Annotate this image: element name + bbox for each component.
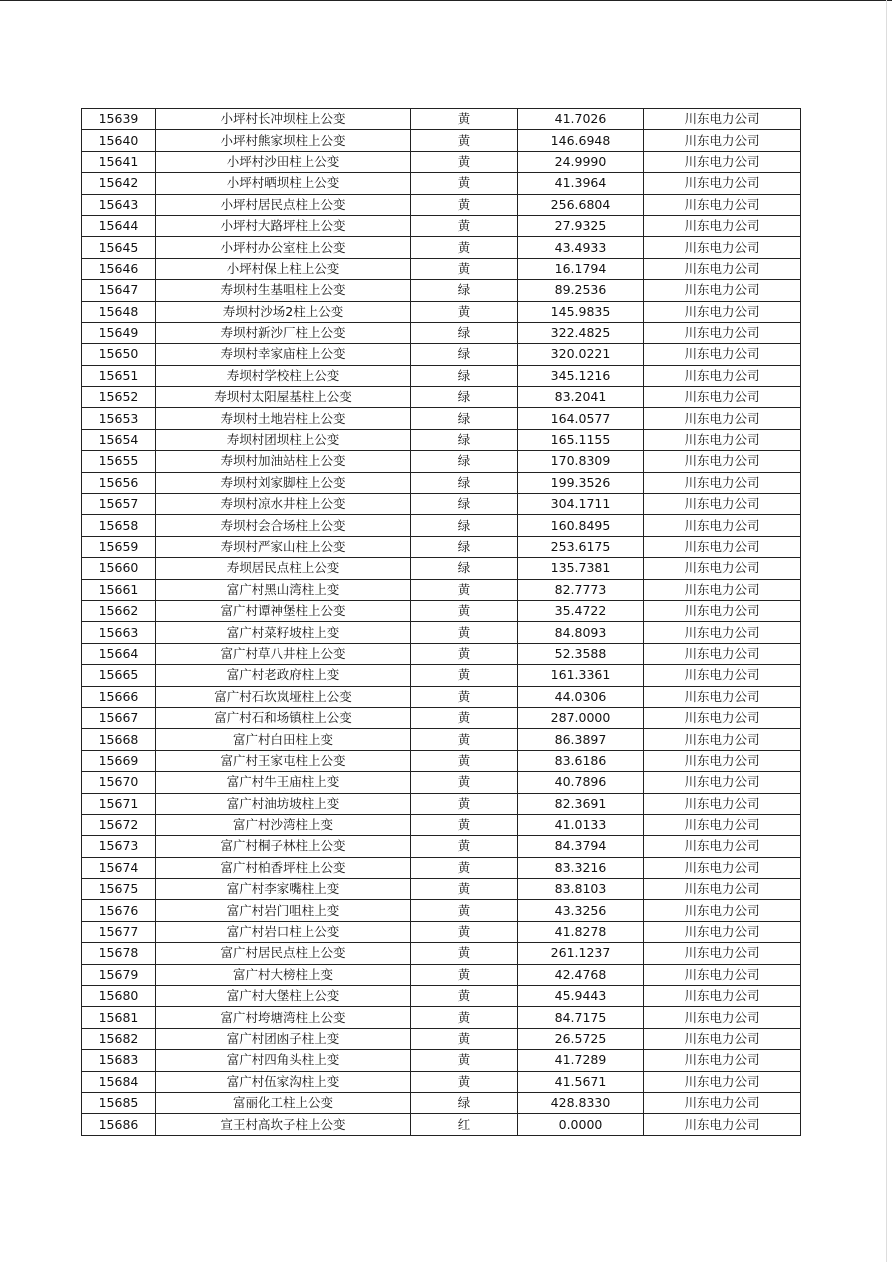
table-row [82,857,801,878]
status-color-cell: 绿 [411,387,518,408]
company-cell: 川东电力公司 [644,643,801,664]
table-row [82,643,801,664]
row-id-cell: 15668 [82,729,156,750]
status-color-cell: 黄 [411,943,518,964]
transformer-name-cell: 寿坝村生基咀柱上公变 [156,280,411,301]
capacity-value-cell: 41.3964 [518,173,644,194]
transformer-name-cell: 寿坝村学校柱上公变 [156,365,411,386]
status-color-cell: 绿 [411,408,518,429]
transformer-name-cell: 小坪村大路坪柱上公变 [156,215,411,236]
capacity-value-cell: 41.8278 [518,921,644,942]
row-id-cell: 15645 [82,237,156,258]
table-row [82,707,801,728]
row-id-cell: 15646 [82,258,156,279]
capacity-value-cell: 428.8330 [518,1092,644,1113]
table-row [82,900,801,921]
company-cell: 川东电力公司 [644,600,801,621]
table-row [82,964,801,985]
table-row [82,237,801,258]
table-row [82,579,801,600]
table-row [82,151,801,172]
company-cell: 川东电力公司 [644,408,801,429]
row-id-cell: 15658 [82,515,156,536]
status-color-cell: 黄 [411,1071,518,1092]
table-row [82,750,801,771]
capacity-value-cell: 43.4933 [518,237,644,258]
table-row [82,921,801,942]
status-color-cell: 黄 [411,109,518,130]
transformer-name-cell: 富广村黑山湾柱上变 [156,579,411,600]
company-cell: 川东电力公司 [644,109,801,130]
row-id-cell: 15674 [82,857,156,878]
status-color-cell: 黄 [411,1050,518,1071]
transformer-name-cell: 富丽化工柱上公变 [156,1092,411,1113]
transformer-name-cell: 寿坝村团坝柱上公变 [156,429,411,450]
capacity-value-cell: 256.6804 [518,194,644,215]
row-id-cell: 15677 [82,921,156,942]
table-row [82,600,801,621]
transformer-name-cell: 富广村谭神堡柱上公变 [156,600,411,621]
transformer-name-cell: 小坪村沙田柱上公变 [156,151,411,172]
status-color-cell: 绿 [411,451,518,472]
company-cell: 川东电力公司 [644,387,801,408]
company-cell: 川东电力公司 [644,814,801,835]
row-id-cell: 15651 [82,365,156,386]
status-color-cell: 绿 [411,1092,518,1113]
transformer-name-cell: 寿坝村刘家脚柱上公变 [156,472,411,493]
table-row [82,322,801,343]
transformer-name-cell: 寿坝村幸家庙柱上公变 [156,344,411,365]
company-cell: 川东电力公司 [644,1050,801,1071]
row-id-cell: 15679 [82,964,156,985]
row-id-cell: 15667 [82,707,156,728]
transformer-name-cell: 富广村老政府柱上变 [156,665,411,686]
status-color-cell: 绿 [411,515,518,536]
row-id-cell: 15682 [82,1028,156,1049]
row-id-cell: 15643 [82,194,156,215]
transformer-name-cell: 富广村垮塘湾柱上公变 [156,1007,411,1028]
row-id-cell: 15657 [82,494,156,515]
transformer-name-cell: 富广村岩门咀柱上变 [156,900,411,921]
table-row [82,301,801,322]
company-cell: 川东电力公司 [644,173,801,194]
company-cell: 川东电力公司 [644,1092,801,1113]
transformer-name-cell: 寿坝村会合场柱上公变 [156,515,411,536]
status-color-cell: 黄 [411,301,518,322]
company-cell: 川东电力公司 [644,494,801,515]
company-cell: 川东电力公司 [644,772,801,793]
row-id-cell: 15663 [82,622,156,643]
capacity-value-cell: 165.1155 [518,429,644,450]
capacity-value-cell: 42.4768 [518,964,644,985]
status-color-cell: 绿 [411,280,518,301]
row-id-cell: 15665 [82,665,156,686]
row-id-cell: 15685 [82,1092,156,1113]
capacity-value-cell: 199.3526 [518,472,644,493]
transformer-name-cell: 小坪村办公室柱上公变 [156,237,411,258]
transformer-table [81,108,801,1136]
capacity-value-cell: 170.8309 [518,451,644,472]
row-id-cell: 15654 [82,429,156,450]
table-row [82,729,801,750]
table-row [82,515,801,536]
company-cell: 川东电力公司 [644,301,801,322]
company-cell: 川东电力公司 [644,943,801,964]
capacity-value-cell: 253.6175 [518,536,644,557]
transformer-name-cell: 小坪村熊家坝柱上公变 [156,130,411,151]
row-id-cell: 15656 [82,472,156,493]
capacity-value-cell: 44.0306 [518,686,644,707]
row-id-cell: 15642 [82,173,156,194]
transformer-name-cell: 寿坝村严家山柱上公变 [156,536,411,557]
table-row [82,1028,801,1049]
table-row [82,130,801,151]
transformer-name-cell: 寿坝村土地岩柱上公变 [156,408,411,429]
transformer-name-cell: 富广村桐子林柱上公变 [156,836,411,857]
company-cell: 川东电力公司 [644,793,801,814]
transformer-name-cell: 富广村岩口柱上公变 [156,921,411,942]
company-cell: 川东电力公司 [644,322,801,343]
status-color-cell: 黄 [411,1028,518,1049]
company-cell: 川东电力公司 [644,429,801,450]
capacity-value-cell: 82.3691 [518,793,644,814]
company-cell: 川东电力公司 [644,280,801,301]
capacity-value-cell: 345.1216 [518,365,644,386]
table-row [82,622,801,643]
table-row [82,429,801,450]
table-row [82,772,801,793]
table-row [82,814,801,835]
company-cell: 川东电力公司 [644,707,801,728]
transformer-name-cell: 寿坝村凉水井柱上公变 [156,494,411,515]
table-row [82,1071,801,1092]
transformer-name-cell: 富广村石和场镇柱上公变 [156,707,411,728]
capacity-value-cell: 287.0000 [518,707,644,728]
transformer-name-cell: 富广村伍家沟柱上变 [156,1071,411,1092]
status-color-cell: 黄 [411,130,518,151]
page-top-border [0,0,892,1]
table-row [82,536,801,557]
table-row [82,173,801,194]
status-color-cell: 绿 [411,344,518,365]
status-color-cell: 黄 [411,1007,518,1028]
capacity-value-cell: 320.0221 [518,344,644,365]
transformer-name-cell: 寿坝村沙场2柱上公变 [156,301,411,322]
row-id-cell: 15639 [82,109,156,130]
company-cell: 川东电力公司 [644,921,801,942]
transformer-name-cell: 寿坝村新沙厂柱上公变 [156,322,411,343]
company-cell: 川东电力公司 [644,365,801,386]
table-body [82,109,801,1136]
row-id-cell: 15649 [82,322,156,343]
capacity-value-cell: 83.6186 [518,750,644,771]
status-color-cell: 绿 [411,429,518,450]
capacity-value-cell: 83.8103 [518,879,644,900]
transformer-name-cell: 富广村居民点柱上公变 [156,943,411,964]
table-row [82,686,801,707]
row-id-cell: 15686 [82,1114,156,1135]
capacity-value-cell: 52.3588 [518,643,644,664]
capacity-value-cell: 84.3794 [518,836,644,857]
company-cell: 川东电力公司 [644,151,801,172]
row-id-cell: 15640 [82,130,156,151]
row-id-cell: 15675 [82,879,156,900]
transformer-name-cell: 寿坝村加油站柱上公变 [156,451,411,472]
transformer-name-cell: 寿坝居民点柱上公变 [156,558,411,579]
transformer-name-cell: 富广村石坎岚垭柱上公变 [156,686,411,707]
company-cell: 川东电力公司 [644,215,801,236]
capacity-value-cell: 84.7175 [518,1007,644,1028]
row-id-cell: 15647 [82,280,156,301]
table-row [82,194,801,215]
company-cell: 川东电力公司 [644,750,801,771]
table-row [82,665,801,686]
status-color-cell: 黄 [411,215,518,236]
status-color-cell: 黄 [411,729,518,750]
status-color-cell: 黄 [411,686,518,707]
capacity-value-cell: 16.1794 [518,258,644,279]
status-color-cell: 黄 [411,258,518,279]
capacity-value-cell: 86.3897 [518,729,644,750]
row-id-cell: 15680 [82,986,156,1007]
table-row [82,109,801,130]
table-row [82,558,801,579]
row-id-cell: 15652 [82,387,156,408]
company-cell: 川东电力公司 [644,686,801,707]
table-row [82,986,801,1007]
capacity-value-cell: 304.1711 [518,494,644,515]
table-row [82,280,801,301]
capacity-value-cell: 161.3361 [518,665,644,686]
status-color-cell: 黄 [411,665,518,686]
status-color-cell: 黄 [411,814,518,835]
company-cell: 川东电力公司 [644,836,801,857]
status-color-cell: 黄 [411,921,518,942]
company-cell: 川东电力公司 [644,558,801,579]
table-row [82,215,801,236]
transformer-name-cell: 小坪村保上柱上公变 [156,258,411,279]
row-id-cell: 15659 [82,536,156,557]
status-color-cell: 绿 [411,494,518,515]
table-row [82,344,801,365]
transformer-name-cell: 寿坝村太阳屋基柱上公变 [156,387,411,408]
row-id-cell: 15671 [82,793,156,814]
row-id-cell: 15678 [82,943,156,964]
capacity-value-cell: 261.1237 [518,943,644,964]
status-color-cell: 黄 [411,964,518,985]
company-cell: 川东电力公司 [644,130,801,151]
capacity-value-cell: 164.0577 [518,408,644,429]
table-row [82,451,801,472]
table-row [82,387,801,408]
status-color-cell: 绿 [411,558,518,579]
transformer-name-cell: 小坪村居民点柱上公变 [156,194,411,215]
company-cell: 川东电力公司 [644,857,801,878]
status-color-cell: 黄 [411,151,518,172]
company-cell: 川东电力公司 [644,665,801,686]
status-color-cell: 黄 [411,857,518,878]
transformer-name-cell: 富广村白田柱上变 [156,729,411,750]
page-right-edge [886,0,887,1262]
row-id-cell: 15644 [82,215,156,236]
capacity-value-cell: 40.7896 [518,772,644,793]
capacity-value-cell: 43.3256 [518,900,644,921]
company-cell: 川东电力公司 [644,964,801,985]
table-row [82,836,801,857]
capacity-value-cell: 24.9990 [518,151,644,172]
capacity-value-cell: 83.2041 [518,387,644,408]
capacity-value-cell: 84.8093 [518,622,644,643]
status-color-cell: 黄 [411,173,518,194]
status-color-cell: 黄 [411,750,518,771]
transformer-name-cell: 富广村四角头柱上变 [156,1050,411,1071]
row-id-cell: 15664 [82,643,156,664]
company-cell: 川东电力公司 [644,986,801,1007]
status-color-cell: 红 [411,1114,518,1135]
row-id-cell: 15684 [82,1071,156,1092]
company-cell: 川东电力公司 [644,258,801,279]
transformer-name-cell: 富广村大榜柱上变 [156,964,411,985]
status-color-cell: 黄 [411,622,518,643]
capacity-value-cell: 0.0000 [518,1114,644,1135]
status-color-cell: 黄 [411,643,518,664]
status-color-cell: 绿 [411,536,518,557]
capacity-value-cell: 45.9443 [518,986,644,1007]
status-color-cell: 黄 [411,793,518,814]
table-row [82,943,801,964]
transformer-name-cell: 宣王村高坎子柱上公变 [156,1114,411,1135]
status-color-cell: 黄 [411,600,518,621]
capacity-value-cell: 83.3216 [518,857,644,878]
status-color-cell: 黄 [411,772,518,793]
company-cell: 川东电力公司 [644,879,801,900]
transformer-name-cell: 小坪村长冲坝柱上公变 [156,109,411,130]
row-id-cell: 15681 [82,1007,156,1028]
capacity-value-cell: 41.5671 [518,1071,644,1092]
capacity-value-cell: 322.4825 [518,322,644,343]
row-id-cell: 15641 [82,151,156,172]
row-id-cell: 15666 [82,686,156,707]
company-cell: 川东电力公司 [644,515,801,536]
status-color-cell: 黄 [411,900,518,921]
table-row [82,494,801,515]
table-row [82,472,801,493]
capacity-value-cell: 26.5725 [518,1028,644,1049]
status-color-cell: 黄 [411,879,518,900]
row-id-cell: 15653 [82,408,156,429]
transformer-name-cell: 富广村草八井柱上公变 [156,643,411,664]
capacity-value-cell: 89.2536 [518,280,644,301]
transformer-name-cell: 富广村油坊坡柱上变 [156,793,411,814]
capacity-value-cell: 41.0133 [518,814,644,835]
status-color-cell: 黄 [411,986,518,1007]
row-id-cell: 15683 [82,1050,156,1071]
transformer-name-cell: 富广村王家屯柱上公变 [156,750,411,771]
table-row [82,879,801,900]
company-cell: 川东电力公司 [644,472,801,493]
row-id-cell: 15673 [82,836,156,857]
capacity-value-cell: 146.6948 [518,130,644,151]
table-row [82,365,801,386]
row-id-cell: 15648 [82,301,156,322]
transformer-name-cell: 富广村大堡柱上公变 [156,986,411,1007]
status-color-cell: 黄 [411,707,518,728]
company-cell: 川东电力公司 [644,1007,801,1028]
transformer-name-cell: 富广村团凼子柱上变 [156,1028,411,1049]
row-id-cell: 15672 [82,814,156,835]
table-row [82,408,801,429]
status-color-cell: 黄 [411,836,518,857]
row-id-cell: 15660 [82,558,156,579]
row-id-cell: 15655 [82,451,156,472]
transformer-name-cell: 富广村李家嘴柱上变 [156,879,411,900]
capacity-value-cell: 27.9325 [518,215,644,236]
transformer-name-cell: 小坪村晒坝柱上公变 [156,173,411,194]
capacity-value-cell: 160.8495 [518,515,644,536]
transformer-name-cell: 富广村菜籽坡柱上变 [156,622,411,643]
row-id-cell: 15669 [82,750,156,771]
table-row [82,258,801,279]
table-row [82,1007,801,1028]
table-row [82,793,801,814]
company-cell: 川东电力公司 [644,536,801,557]
row-id-cell: 15650 [82,344,156,365]
company-cell: 川东电力公司 [644,344,801,365]
status-color-cell: 绿 [411,322,518,343]
capacity-value-cell: 35.4722 [518,600,644,621]
company-cell: 川东电力公司 [644,1071,801,1092]
capacity-value-cell: 41.7289 [518,1050,644,1071]
status-color-cell: 黄 [411,194,518,215]
transformer-name-cell: 富广村牛王庙柱上变 [156,772,411,793]
company-cell: 川东电力公司 [644,194,801,215]
capacity-value-cell: 41.7026 [518,109,644,130]
status-color-cell: 黄 [411,237,518,258]
company-cell: 川东电力公司 [644,729,801,750]
row-id-cell: 15676 [82,900,156,921]
status-color-cell: 黄 [411,579,518,600]
table-row [82,1092,801,1113]
company-cell: 川东电力公司 [644,1028,801,1049]
company-cell: 川东电力公司 [644,237,801,258]
row-id-cell: 15670 [82,772,156,793]
row-id-cell: 15662 [82,600,156,621]
status-color-cell: 绿 [411,472,518,493]
company-cell: 川东电力公司 [644,900,801,921]
capacity-value-cell: 135.7381 [518,558,644,579]
table-row [82,1114,801,1135]
company-cell: 川东电力公司 [644,622,801,643]
status-color-cell: 绿 [411,365,518,386]
company-cell: 川东电力公司 [644,451,801,472]
transformer-name-cell: 富广村柏香坪柱上公变 [156,857,411,878]
capacity-value-cell: 82.7773 [518,579,644,600]
company-cell: 川东电力公司 [644,1114,801,1135]
table-row [82,1050,801,1071]
transformer-name-cell: 富广村沙湾柱上变 [156,814,411,835]
row-id-cell: 15661 [82,579,156,600]
capacity-value-cell: 145.9835 [518,301,644,322]
company-cell: 川东电力公司 [644,579,801,600]
